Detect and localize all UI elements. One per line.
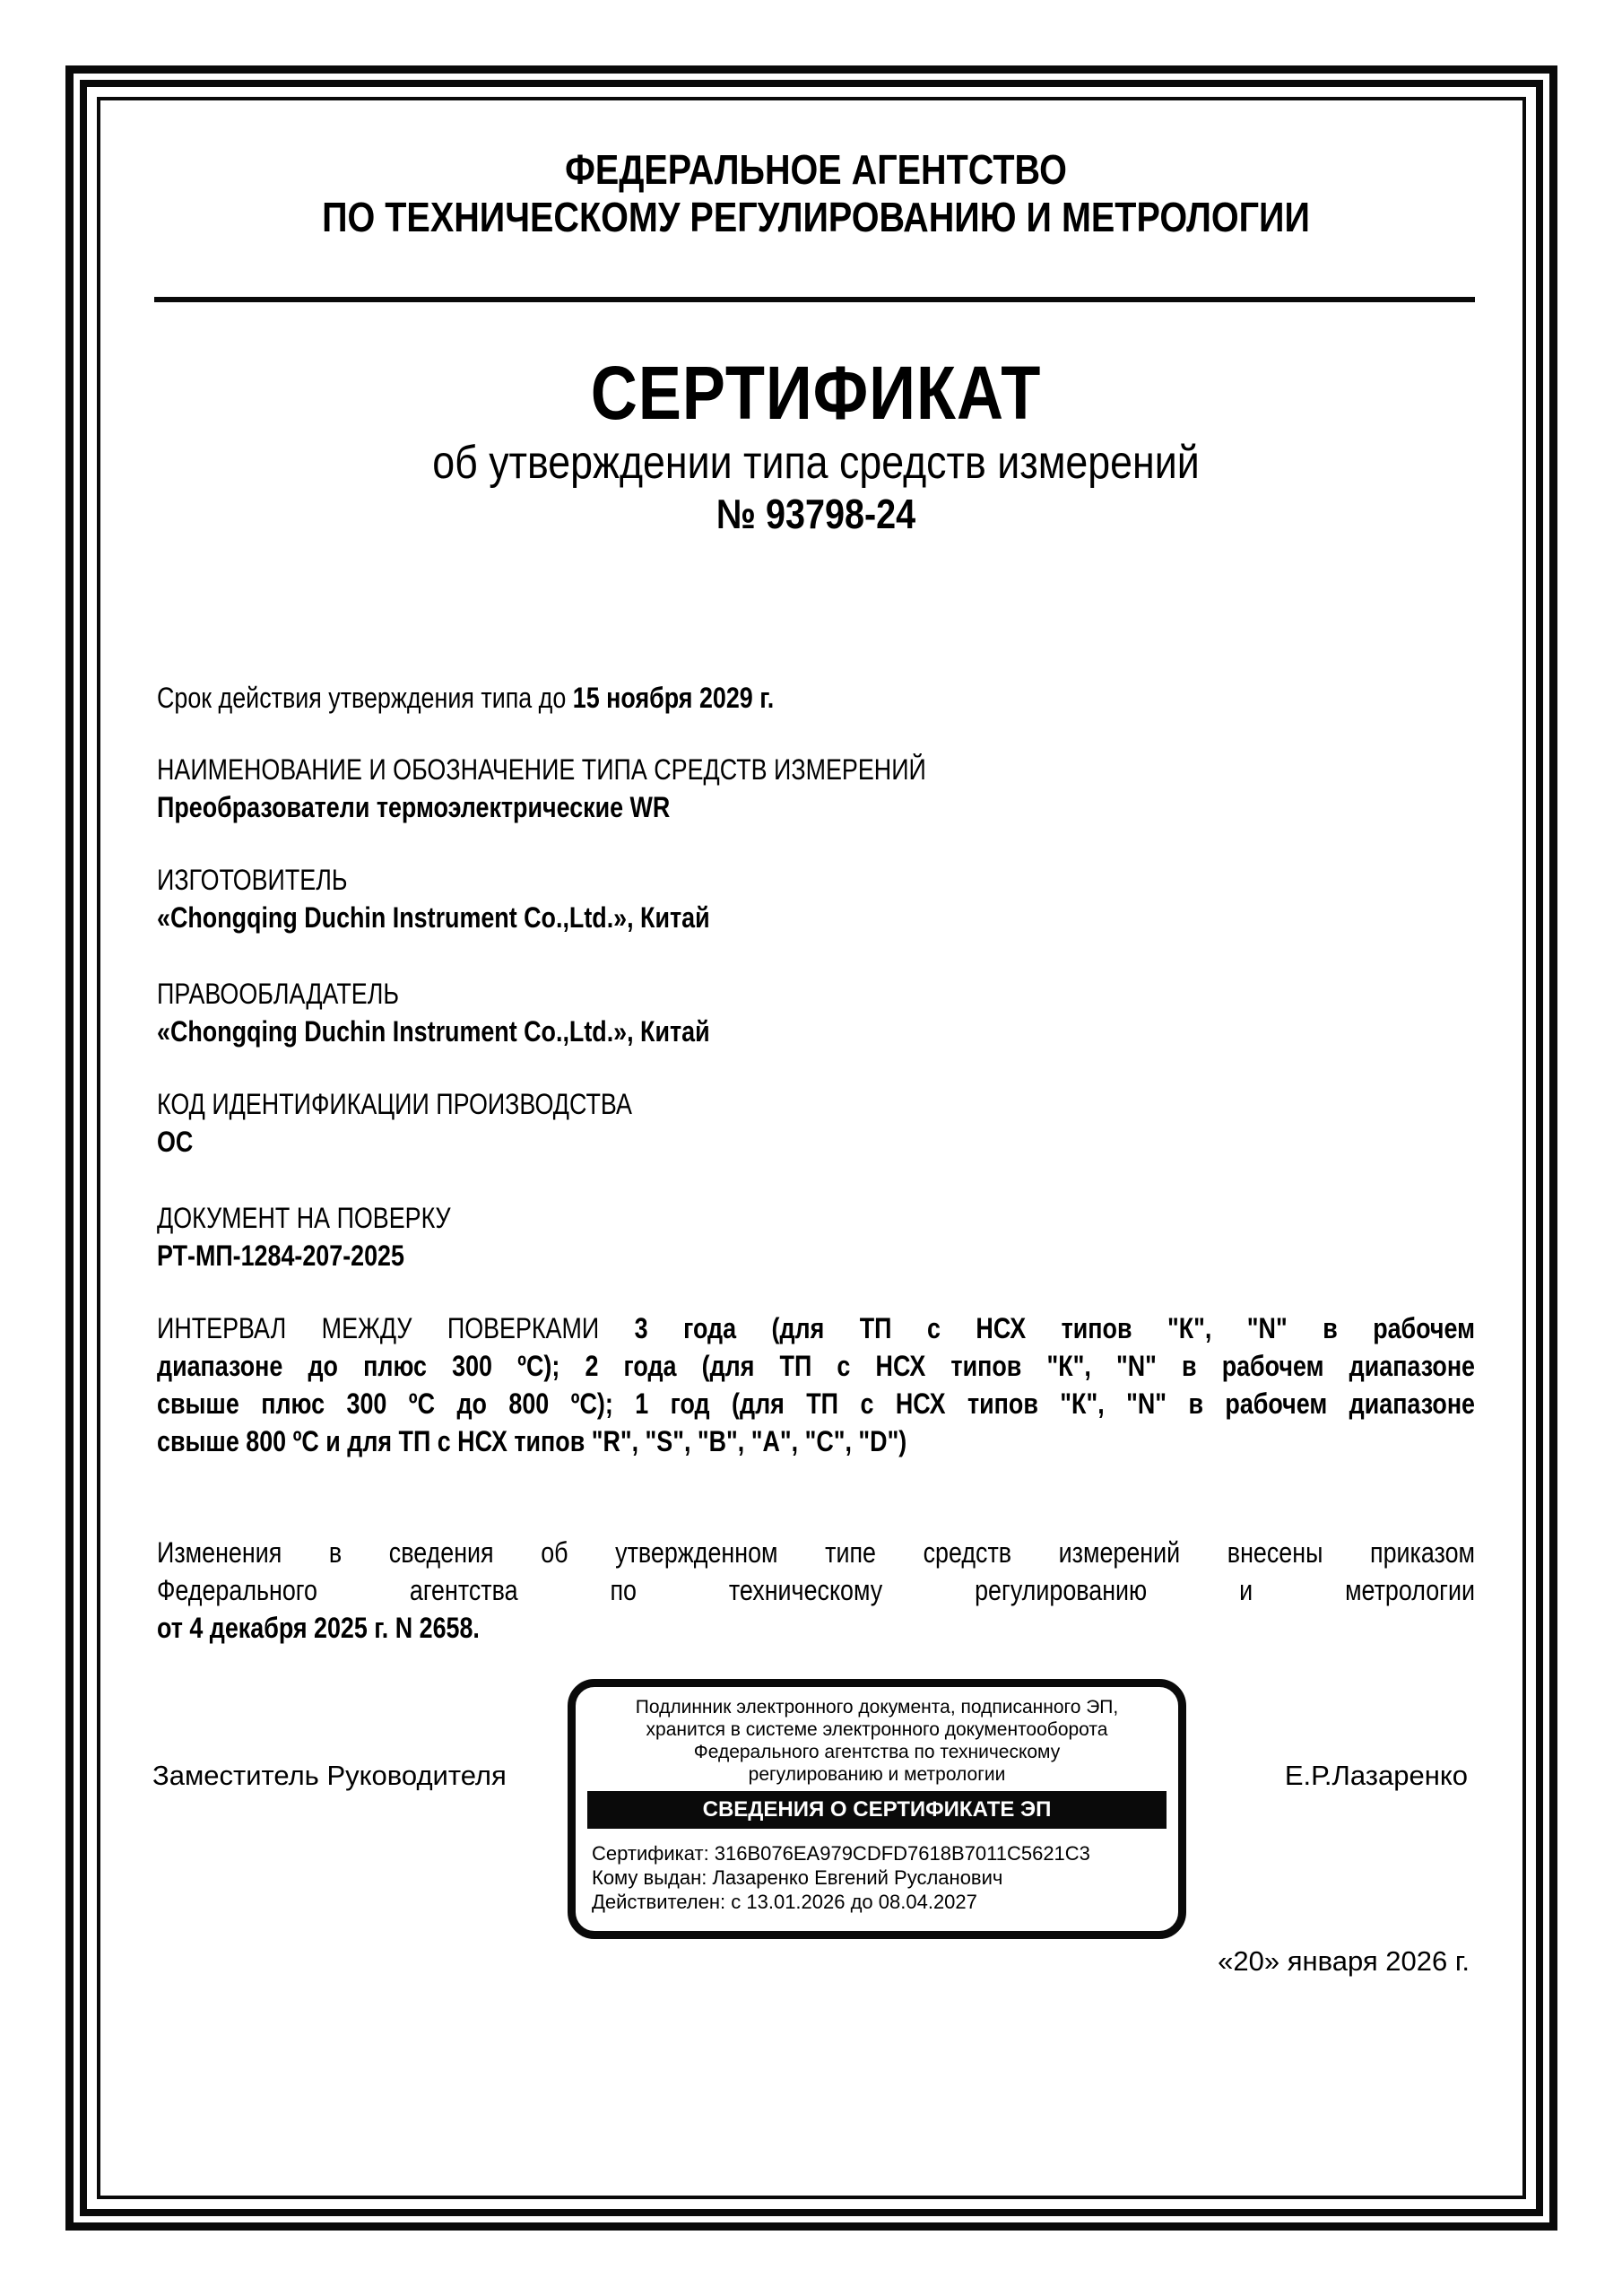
certificate-title: СЕРТИФИКАТ bbox=[590, 351, 1042, 435]
stamp-validity-period: Действителен: с 13.01.2026 до 08.04.2027 bbox=[592, 1891, 977, 1913]
type-name-value: Преобразователи термоэлектрические WR bbox=[157, 791, 671, 823]
agency-header bbox=[114, 146, 1517, 241]
stamp-issued-to: Кому выдан: Лазаренко Евгений Русланович bbox=[592, 1866, 1003, 1889]
section-verification-interval bbox=[157, 1309, 1475, 1460]
signatory-name: Е.Р.Лазаренко bbox=[1284, 1760, 1468, 1791]
manufacturer-label: ИЗГОТОВИТЕЛЬ bbox=[157, 864, 348, 896]
section-verification-doc bbox=[157, 1199, 1475, 1274]
interval-label: ИНТЕРВАЛ МЕЖДУ ПОВЕРКАМИ bbox=[157, 1312, 635, 1344]
production-code-value: ОС bbox=[157, 1126, 194, 1158]
certificate-number: № 93798-24 bbox=[716, 491, 916, 537]
stamp-certificate-info bbox=[592, 1841, 1166, 1914]
stamp-header-line2: хранится в системе электронного документооборота bbox=[646, 1719, 1108, 1740]
digital-signature-stamp bbox=[568, 1679, 1186, 1939]
amendments-line1: Изменения в сведения об утвержденном типе средств измерений внесены приказом bbox=[157, 1536, 1475, 1569]
stamp-header bbox=[576, 1696, 1178, 1786]
rights-holder-value: «Chongqing Duchin Instrument Co.,Ltd.», Китай bbox=[157, 1015, 710, 1048]
interval-line3: свыше плюс 300 ºС до 800 ºС); 1 год (для ТП с НСХ типов "К", "N" в рабочем диапазоне bbox=[157, 1387, 1475, 1420]
manufacturer-value: «Chongqing Duchin Instrument Co.,Ltd.», Китай bbox=[157, 901, 710, 934]
agency-header-line1: ФЕДЕРАЛЬНОЕ АГЕНТСТВО bbox=[565, 146, 1067, 193]
stamp-title-bar: СВЕДЕНИЯ О СЕРТИФИКАТЕ ЭП bbox=[587, 1791, 1167, 1829]
stamp-header-line4: регулированию и метрологии bbox=[748, 1764, 1006, 1785]
interval-line4: свыше 800 ºС и для ТП с НСХ типов "R", "S", "B", "A", "C", "D") bbox=[157, 1425, 907, 1457]
section-type-name bbox=[157, 751, 1475, 826]
section-manufacturer bbox=[157, 861, 1475, 936]
verification-doc-label: ДОКУМЕНТ НА ПОВЕРКУ bbox=[157, 1202, 451, 1234]
section-production-code bbox=[157, 1085, 1475, 1161]
stamp-header-line3: Федерального агентства по техническому bbox=[693, 1742, 1061, 1762]
stamp-header-line1: Подлинник электронного документа, подписанного ЭП, bbox=[635, 1697, 1119, 1718]
validity-line bbox=[157, 679, 1475, 717]
section-amendments bbox=[157, 1534, 1475, 1647]
document-date: «20» января 2026 г. bbox=[1218, 1945, 1470, 1977]
signatory-position: Заместитель Руководителя bbox=[152, 1760, 507, 1791]
validity-label: Срок действия утверждения типа до bbox=[157, 682, 573, 714]
rights-holder-label: ПРАВООБЛАДАТЕЛЬ bbox=[157, 978, 399, 1010]
stamp-certificate-id: Сертификат: 316B076EA979CDFD7618B7011C5621C3 bbox=[592, 1842, 1090, 1865]
agency-header-line2: ПО ТЕХНИЧЕСКОМУ РЕГУЛИРОВАНИЮ И МЕТРОЛОГИИ bbox=[322, 194, 1310, 240]
type-name-label: НАИМЕНОВАНИЕ И ОБОЗНАЧЕНИЕ ТИПА СРЕДСТВ ИЗМЕРЕНИЙ bbox=[157, 753, 926, 786]
amendments-line2: Федерального агентства по техническому регулированию и метрологии bbox=[157, 1574, 1475, 1606]
section-rights-holder bbox=[157, 975, 1475, 1050]
interval-line2: диапазоне до плюс 300 ºС); 2 года (для ТП с НСХ типов "К", "N" в рабочем диапазоне bbox=[157, 1350, 1475, 1382]
interval-line1 bbox=[157, 1309, 1475, 1347]
amendments-line3: от 4 декабря 2025 г. N 2658. bbox=[157, 1612, 480, 1644]
certificate-subtitle: об утверждении типа средств измерений bbox=[432, 437, 1200, 489]
validity-value: 15 ноября 2029 г. bbox=[572, 682, 775, 714]
interval-line1-value: 3 года (для ТП с НСХ типов "К", "N" в рабочем bbox=[634, 1312, 1475, 1344]
production-code-label: КОД ИДЕНТИФИКАЦИИ ПРОИЗВОДСТВА bbox=[157, 1088, 632, 1120]
verification-doc-value: РТ-МП-1284-207-2025 bbox=[157, 1239, 404, 1272]
header-divider-rule bbox=[154, 297, 1475, 302]
